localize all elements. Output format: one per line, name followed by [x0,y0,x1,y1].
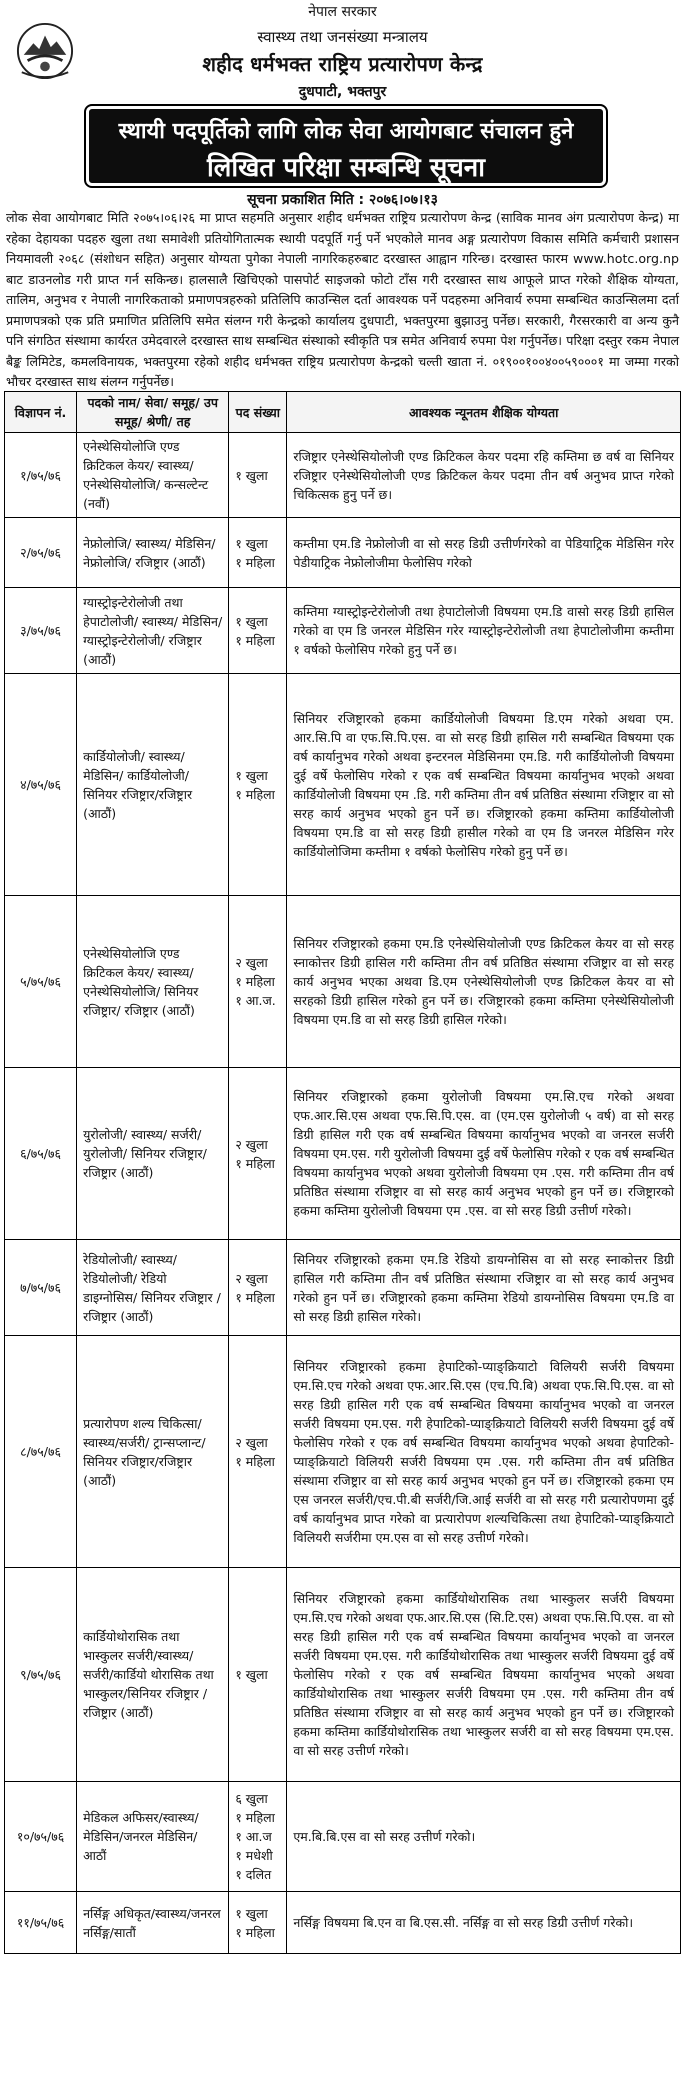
col-header-adv-no: विज्ञापन नं. [5,392,77,433]
post-name-cell: एनेस्थेसियोलोजि एण्ड क्रिटिकल केयर/ स्वास्थ्य/ एनेस्थेसियोलोजि/ सिनियर रजिष्ट्रार/ रजिष्ट्रार (आठौं) [77,896,229,1068]
intro-paragraph: लोक सेवा आयोगबाट मिति २०७५।०६।२६ मा प्राप्त सहमति अनुसार शहीद धर्मभक्त राष्ट्रिय प्रत्यारोपण केन्द्र (साविक मानव अंग प्रत्यारोपण केन्द्र) मा रहेका देहायका पदहरु खुला तथा समावेशी प्रतियोगितात्मक स्थायी पदपूर्ति गर्नु पर्ने भएकोले मानव अङ्ग प्रत्यारोपण विकास समिति कर्मचारी प्रशासन नियमावली २०६८ (संशोधन सहित) अनुसार योग्यता पुगेका नेपाली नागरिकहरुबाट दरखास्त आह्वान गरिन्छ। दरखास्त फारम www.hotc.org.np बाट डाउनलोड गरी प्राप्त गर्न सकिन्छ। हालसालै खिचिएको पासपोर्ट साइजको फोटो टाँस गरी दरखास्त साथ आफूले प्राप्त गरेको शैक्षिक योग्यता, तालिम, अनुभव र नेपाली नागरिकताको प्रमाणपत्रहरुको प्रतिलिपि काउन्सिल दर्ता आवश्यक पर्ने पदहरुमा अनिवार्य रुपमा सम्बन्धित काउन्सिलमा दर्ता प्रमाणपत्रको एक प्रति प्रमाणित प्रतिलिपि समेत संलग्न गरी केन्द्रको कार्यालय दुधपाटी, भक्तपुरमा बुझाउनु पर्नेछ। सरकारी, गैरसरकारी वा अन्य कुनै पनि संगठित संस्थामा कार्यरत उमेदवारले दरखास्त साथ सम्बन्धित संस्थाको स्वीकृति पत्र समेत अनिवार्य रुपमा पेश गर्नुपर्नेछ। परिक्षा दस्तुर रकम नेपाल बैङ्क लिमिटेड, कमलविनायक, भक्तपुरमा रहेको शहीद धर्मभक्त राष्ट्रिय प्रत्यारोपण केन्द्रको चल्ती खाता नं. ०१९००१००४००५९०००१ मा जम्मा गरको भौचर दरखास्त साथ संलग्न गर्नुपर्नेछ। [6,210,679,389]
post-count-cell: १ खुला १ महिला [229,588,287,674]
qualification-cell: कम्तीमा एम.डि नेफ्रोलोजी वा सो सरह डिग्री उत्तीर्णगरेको वा पेडियाट्रिक मेडिसिन गरेर पेडीयाट्रिक नेफ्रोलोजीमा फेलोसिप गरेको [287,518,681,588]
post-count-cell: १ खुला १ महिला [229,518,287,588]
adv-number-cell: १०/७५/७६ [5,1782,77,1892]
table-row [5,1892,681,1954]
table-row [5,588,681,674]
col-header-post: पदको नाम/ सेवा/ समूह/ उप समूह/ श्रेणी/ तह [77,392,229,433]
table-row [5,1568,681,1782]
table-row [5,1336,681,1568]
table-row [5,433,681,518]
table-row [5,1068,681,1240]
adv-number-cell: ३/७५/७६ [5,588,77,674]
banner-title: लिखित परिक्षा सम्बन्धि सूचना [207,153,485,183]
table-header-row [5,392,681,433]
adv-number-cell: ४/७५/७६ [5,674,77,896]
post-name-cell: रेडियोलोजी/ स्वास्थ्य/ रेडियोलोजी/ रेडियो डाइग्नोसिस/ सिनियर रजिष्ट्रार /रजिष्ट्रार (आठौं) [77,1240,229,1336]
header [0,0,685,108]
col-header-count: पद संख्या [229,392,287,433]
qualification-cell: कम्तिमा ग्यास्ट्रोइन्टेरोलोजी तथा हेपाटोलोजी विषयमा एम.डि वासो सरह डिग्री हासिल गरेको वा एम डि जनरल मेडिसिन गरेर ग्यास्ट्रोइन्टेरोलोजी तथा हेपाटोलोजीमा कम्तीमा १ वर्षको फेलोसिप गरेको हुनु पर्ने छ। [287,588,681,674]
post-count-cell: २ खुला १ महिला [229,1240,287,1336]
centre-location: दुधपाटी, भक्तपुर [298,84,387,100]
published-date: सूचना प्रकाशित मिति : २०७६।०७।१३ [247,192,438,208]
post-name-cell: कार्डियोथोरासिक तथा भास्कुलर सर्जरी/स्वास्थ्य/सर्जरी/कार्डियो थोरासिक तथा भास्कुलर/सिनियर रजिष्ट्रार /रजिष्ट्रार (आठौं) [77,1568,229,1782]
post-name-cell: युरोलोजी/ स्वास्थ्य/ सर्जरी/ युरोलोजी/ सिनियर रजिष्ट्रार/ रजिष्ट्रार (आठौं) [77,1068,229,1240]
post-name-cell: मेडिकल अफिसर/स्वास्थ्य/ मेडिसिन/जनरल मेडिसिन/ आठौं [77,1782,229,1892]
notice-banner [86,106,606,186]
banner-line-1: स्थायी पदपूर्तिको लागि लोक सेवा आयोगबाट संचालन हुने [118,119,574,144]
post-name-cell: ग्यास्ट्रोइन्टेरोलोजी तथा हेपाटोलोजी/ स्वास्थ्य/ मेडिसिन/ ग्यास्ट्रोइन्टेरोलोजी/ रजिष्ट्रार (आठौं) [77,588,229,674]
qualification-cell: एम.बि.बि.एस वा सो सरह उत्तीर्ण गरेको। [287,1782,681,1892]
table-row [5,1240,681,1336]
post-name-cell: नर्सिङ्ग अधिकृत/स्वास्थ्य/जनरल नर्सिङ्ग/सातौं [77,1892,229,1954]
qualification-cell: सिनियर रजिष्ट्रारको हकमा एम.डि एनेस्थेसियोलोजी एण्ड क्रिटिकल केयर वा सो सरह स्नाकोत्तर डिग्री हासिल गरी कम्तिमा तीन वर्ष प्रतिष्ठित संस्थामा रजिष्ट्रार वा सो सरह कार्य अनुभव भएका अथवा डि.एम एनेस्थेसियोलोजी एण्ड क्रिटिकल केयर वा सो सरहको डिग्री हासिल गरेको हुन पर्ने छ। रजिष्ट्रारको हकमा कम्तिमा एनेस्थेसियोलोजी विषयमा एम.डि वा सो सरह डिग्री हासिल गरेको। [287,896,681,1068]
post-count-cell: २ खुला १ महिला [229,1068,287,1240]
post-count-cell: ६ खुला १ महिला १ आ.ज १ मधेशी १ दलित [229,1782,287,1892]
adv-number-cell: २/७५/७६ [5,518,77,588]
adv-number-cell: ७/७५/७६ [5,1240,77,1336]
adv-number-cell: ८/७५/७६ [5,1336,77,1568]
adv-number-cell: ११/७५/७६ [5,1892,77,1954]
vacancy-table [4,391,681,1954]
post-count-cell: १ खुला [229,1568,287,1782]
post-count-cell: २ खुला १ महिला १ आ.ज. [229,896,287,1068]
qualification-cell: सिनियर रजिष्ट्रारको हकमा कार्डियोथोरासिक तथा भास्कुलर सर्जरी विषयमा एम.सि.एच गरेको अथवा एफ.आर.सि.एस (सि.टि.एस) अथवा एफ.सि.पि.एस. वा सो सरह डिग्री हासिल गरी एक वर्ष सम्बन्धित विषयमा कार्यानुभव भएको वा जनरल सर्जरी विषयमा एम.एस. गरी कार्डियोथोरासिक तथा भास्कुलर सर्जरी विषयमा दुई वर्षे फेलोसिप गरेको र एक वर्ष सम्बन्धित विषयमा कार्यानुभव भएको अथवा कार्डियोथोरासिक तथा भास्कुलर सर्जरी विषयमा एम .एस. गरी कम्तिमा तीन वर्ष प्रतिष्ठित संस्थामा रजिष्ट्रार वा सो सरह कार्य अनुभव भएको हुन पर्ने छ। रजिष्ट्रारको हकमा कम्तिमा कार्डियोथोरासिक तथा भास्कुलर सर्जरी वा सो सरह विषयमा एम.एस. वा सो सरह उत्तीर्ण गरेको। [287,1568,681,1782]
adv-number-cell: १/७५/७६ [5,433,77,518]
government-name: नेपाल सरकार [308,4,377,20]
post-name-cell: एनेस्थेसियोलोजि एण्ड क्रिटिकल केयर/ स्वास्थ्य/ एनेस्थेसियोलोजि/ कन्सल्टेन्ट (नवौं) [77,433,229,518]
table-row [5,518,681,588]
ministry-name: स्वास्थ्य तथा जनसंख्या मन्त्रालय [257,28,428,46]
qualification-cell: नर्सिङ्ग विषयमा बि.एन वा बि.एस.सी. नर्सिङ्ग वा सो सरह डिग्री उत्तीर्ण गरेको। [287,1892,681,1954]
qualification-cell: सिनियर रजिष्ट्रारको हकमा हेपाटिको-प्याङ्क्रियाटो विलियरी सर्जरी विषयमा एम.सि.एच गरेको अथवा एफ.आर.सि.एस (एच.पि.बि) अथवा एफ.सि.पि.एस. वा सो सरह डिग्री हासिल गरी एक वर्ष सम्बन्धित विषयमा कार्यानुभव भएको वा जनरल सर्जरी विषयमा एम.एस. गरी हेपाटिको-प्याङ्क्रियाटो विलियरी सर्जरी विषयमा दुई वर्षे फेलोसिप गरेको र एक वर्ष सम्बन्धित विषयमा कार्यानुभव भएको अथवा हेपाटिको-प्याङ्क्रियाटो विलियरी सर्जरी विषयमा एम .एस. गरी कम्तिमा तीन वर्ष प्रतिष्ठित संस्थामा रजिष्ट्रार वा सो सरह कार्य अनुभव भएको हुन पर्ने छ। रजिष्ट्रारको हकमा एम एस जनरल सर्जरी/एच.पी.बी सर्जरी/जि.आई सर्जरी वा सो सरह गरी प्रत्यारोपणमा दुई वर्ष कार्यानुभव प्राप्त गरेको वा प्रत्यारोपण शल्यचिकित्सा तथा हेपाटिको-प्याङ्क्रियाटो विलियरी सर्जरीमा एम.एस वा सो सरह उत्तीर्ण गरेको। [287,1336,681,1568]
table-row [5,1782,681,1892]
centre-name: शहीद धर्मभक्त राष्ट्रिय प्रत्यारोपण केन्द्र [202,52,483,76]
post-count-cell: २ खुला १ महिला [229,1336,287,1568]
qualification-cell: सिनियर रजिष्ट्रारको हकमा कार्डियोलोजी विषयमा डि.एम गरेको अथवा एम. आर.सि.पि वा एफ.सि.पि.एस. वा सो सरह डिग्री हासिल गरी सम्बन्धित विषयमा एक वर्ष कार्यानुभव गरेको अथवा इन्टरनल मेडिसिनमा एम.डि. गरी कार्डियोलोजी विषयमा दुई वर्षे फेलोसिप गरेको र एक वर्ष सम्बन्धित विषयमा कार्यानुभव भएको अथवा कार्डियोलोजी विषयमा एम .डि. गरी कम्तिमा तीन वर्ष प्रतिष्ठित संस्थामा रजिष्ट्रार वा सो सरह कार्य अनुभव भएको हुन पर्ने छ। रजिष्ट्रारको हकमा कम्तिमा कार्डियोलोजी विषयमा एम.डि वा सो सरह डिग्री हासील गरेको वा एम डि जनरल मेडिसिन गरेर कार्डियोलोजिमा कम्तीमा १ वर्षको फेलोसिप गरेको हुनु पर्ने छ। [287,674,681,896]
table-row [5,674,681,896]
adv-number-cell: ५/७५/७६ [5,896,77,1068]
qualification-cell: सिनियर रजिष्ट्रारको हकमा युरोलोजी विषयमा एम.सि.एच गरेको अथवा एफ.आर.सि.एस अथवा एफ.सि.पि.एस. वा (एम.एस युरोलोजी ५ वर्ष) वा सो सरह डिग्री हासिल गरी एक वर्ष सम्बन्धित विषयमा कार्यानुभव भएको वा जनरल सर्जरी विषयमा एम.एस. गरी युरोलोजी विषयमा दुई वर्षे फेलोसिप गरेको र एक वर्ष सम्बन्धित विषयमा कार्यानुभव भएको अथवा युरोलोजी विषयमा एम .एस. गरी कम्तिमा तीन वर्ष प्रतिष्ठित संस्थामा रजिष्ट्रार वा सो सरह कार्य अनुभव भएको हुन पर्ने छ। रजिष्ट्रारको हकमा कम्तिमा युरोलोजी विषयमा एम .एस. वा सो सरह डिग्री उत्तीर्ण गरेको। [287,1068,681,1240]
post-count-cell: १ खुला १ महिला [229,1892,287,1954]
adv-number-cell: ६/७५/७६ [5,1068,77,1240]
post-count-cell: १ खुला [229,433,287,518]
col-header-qualification: आवश्यक न्यूनतम शैक्षिक योग्यता [287,392,681,433]
post-count-cell: १ खुला १ महिला [229,674,287,896]
qualification-cell: सिनियर रजिष्ट्रारको हकमा एम.डि रेडियो डायग्नोसिस वा सो सरह स्नाकोत्तर डिग्री हासिल गरी कम्तिमा तीन वर्ष प्रतिष्ठित संस्थामा रजिष्ट्रार वा सो सरह कार्य अनुभव गरेको हुन पर्ने छ। रजिष्ट्रारको हकमा कम्तिमा रेडियो डायग्नोसिस विषयमा एम.डि वा सो सरह डिग्री हासिल गरेको। [287,1240,681,1336]
table-row [5,896,681,1068]
post-name-cell: प्रत्यारोपण शल्य चिकित्सा/स्वास्थ्य/सर्जरी/ ट्रान्सप्लान्ट/सिनियर रजिष्ट्रार/रजिष्ट्रार (आठौं) [77,1336,229,1568]
post-name-cell: नेफ्रोलोजि/ स्वास्थ्य/ मेडिसिन/ नेफ्रोलोजि/ रजिष्ट्रार (आठौं) [77,518,229,588]
adv-number-cell: ९/७५/७६ [5,1568,77,1782]
post-name-cell: कार्डियोलोजी/ स्वास्थ्य/ मेडिसिन/ कार्डियोलोजी/ सिनियर रजिष्ट्रार/रजिष्ट्रार (आठौं) [77,674,229,896]
qualification-cell: रजिष्ट्रार एनेस्थेसियोलोजी एण्ड क्रिटिकल केयर पदमा रहि कम्तिमा छ वर्ष वा सिनियर रजिष्ट्रार एनेस्थेसियोलोजी एण्ड क्रिटिकल केयर पदमा तीन वर्ष अनुभव प्राप्त गरेको चिकित्सक हुनु पर्ने छ। [287,433,681,518]
